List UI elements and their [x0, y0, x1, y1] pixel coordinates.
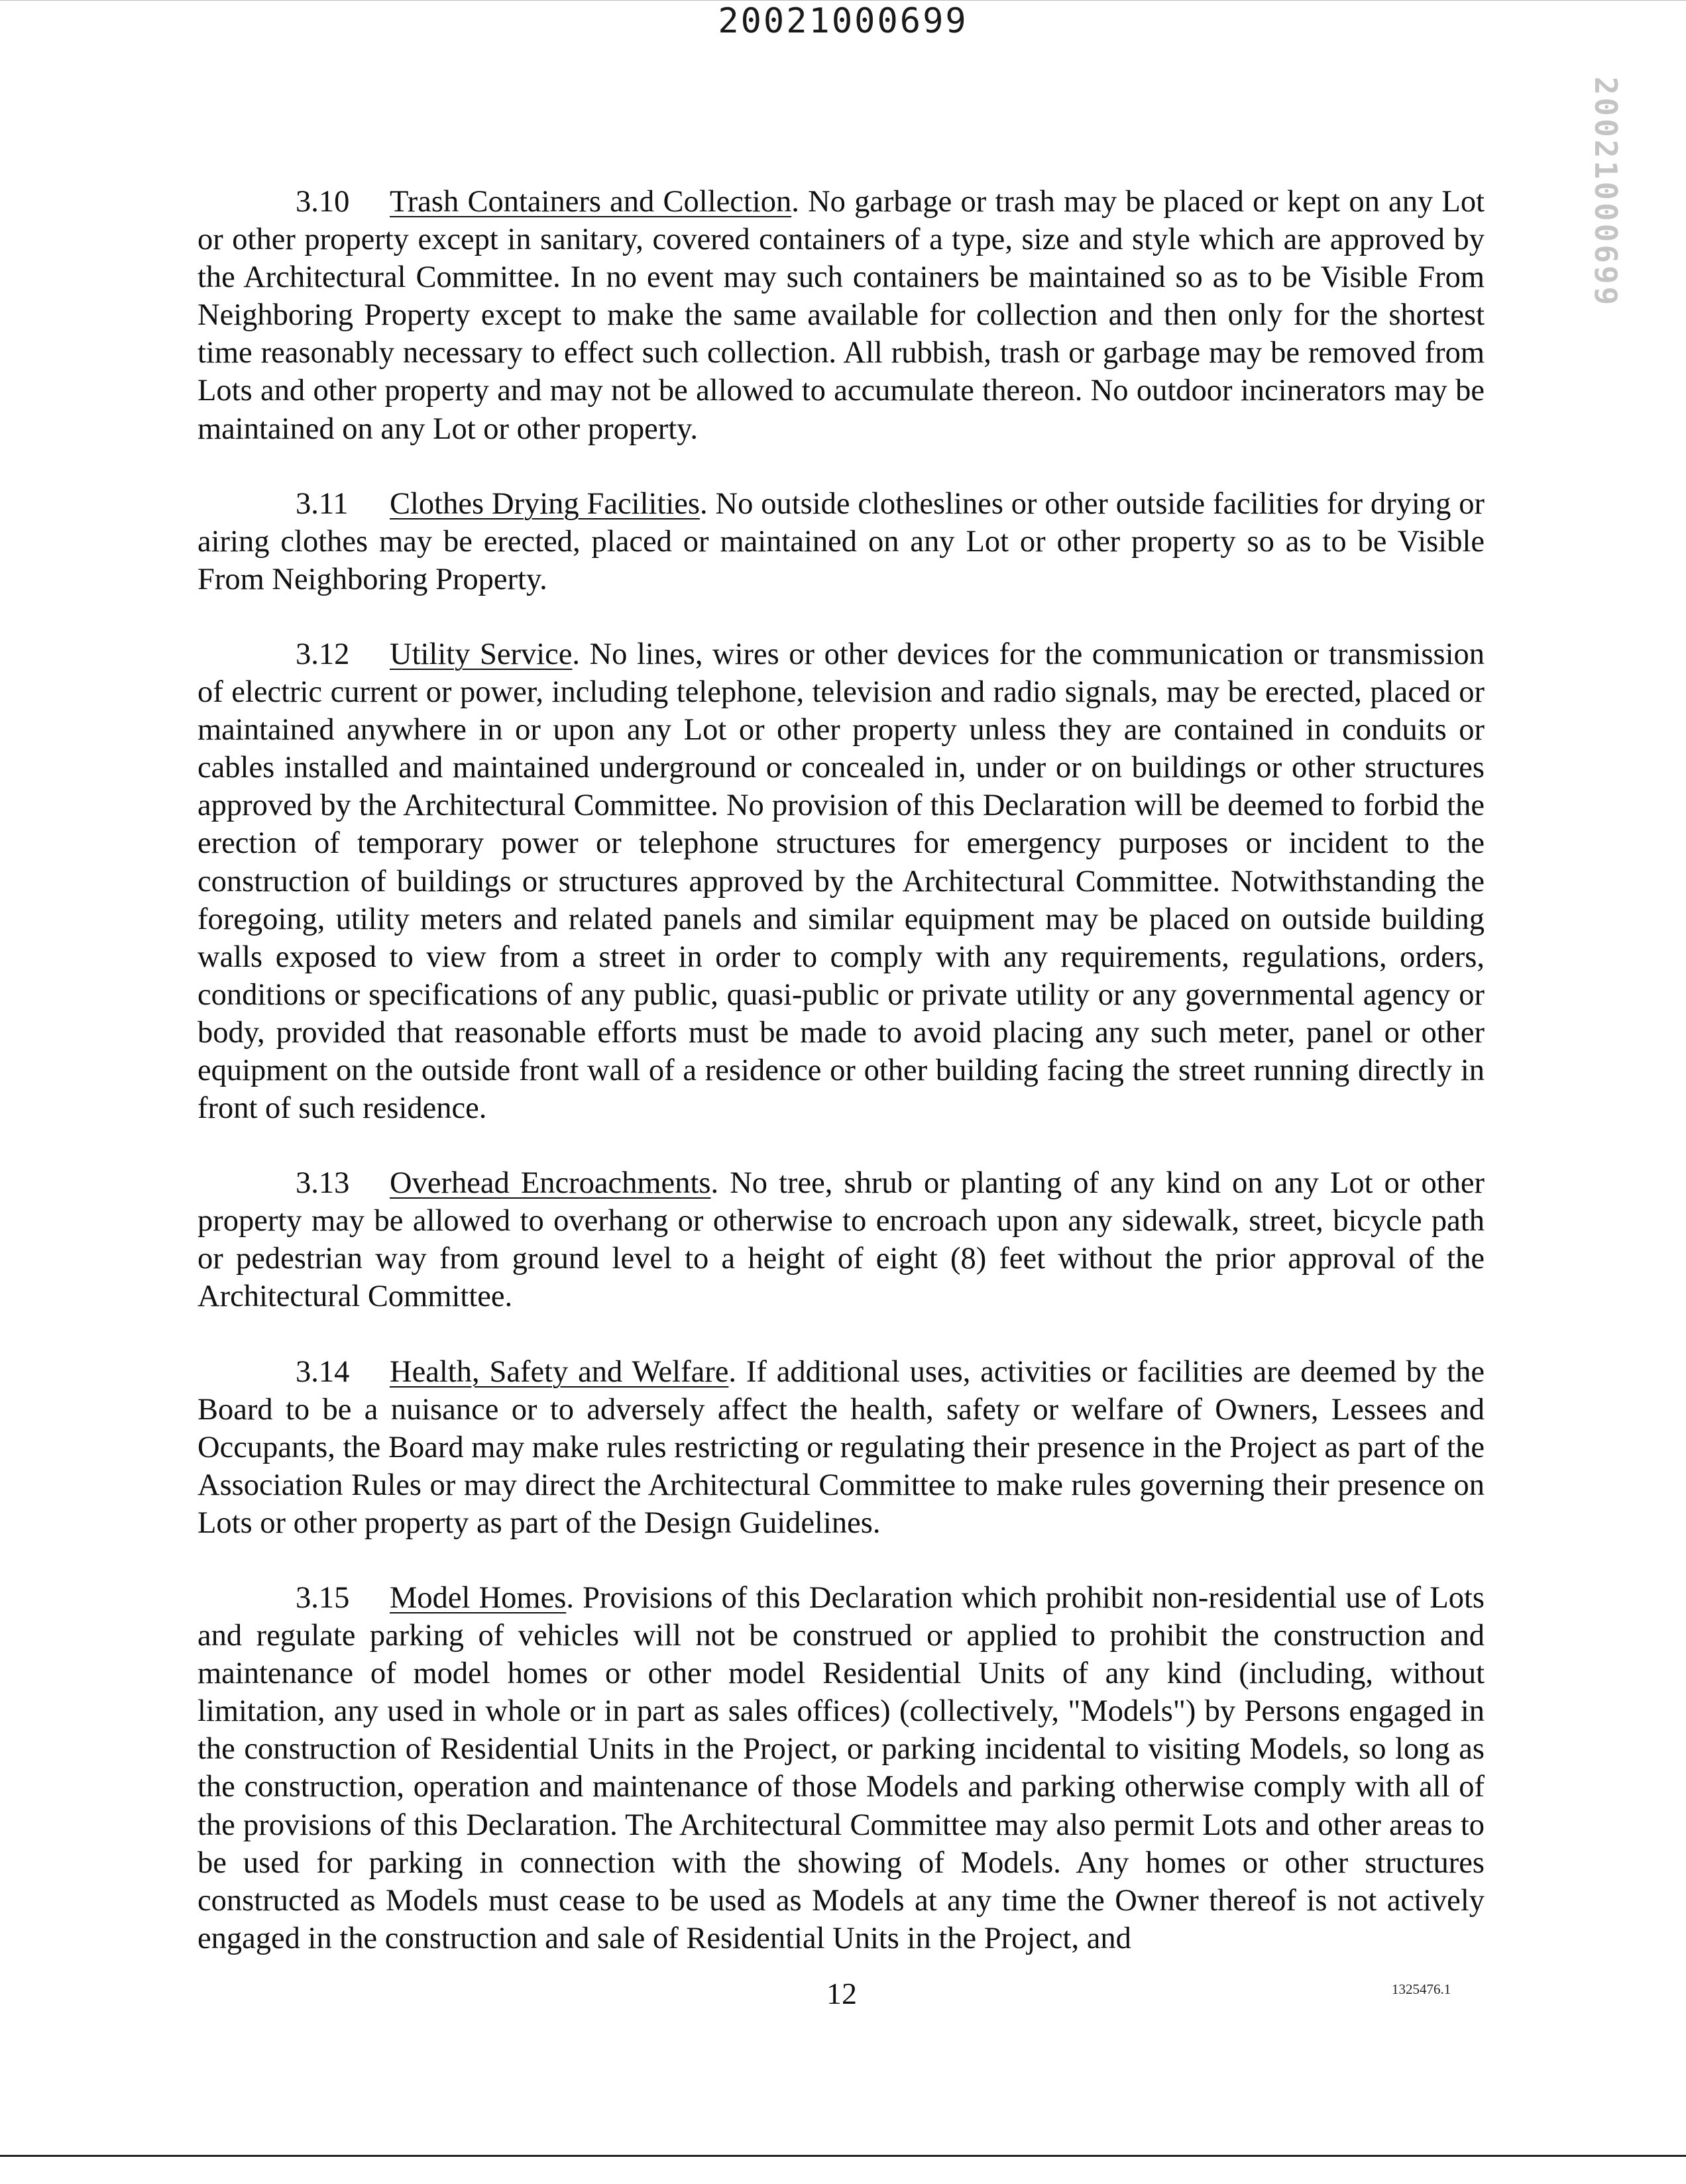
- section-title: Health, Safety and Welfare: [390, 1354, 729, 1389]
- section-number: 3.14: [296, 1354, 350, 1389]
- section-title: Utility Service: [390, 637, 573, 671]
- section-title: Model Homes: [390, 1581, 567, 1615]
- section-body: . No outside clotheslines or other outside facilities for drying or airing clothes may be erected, placed or maintained on any Lot or other property so as to be Visible From Neighboring Property.: [197, 486, 1485, 596]
- section-3-14: [197, 1353, 1485, 1542]
- section-title: Trash Containers and Collection: [390, 185, 792, 219]
- bottom-rule: [0, 2155, 1686, 2157]
- section-title: Overhead Encroachments: [390, 1166, 711, 1201]
- document-id: 1325476.1: [1392, 1981, 1451, 1997]
- section-body: . No garbage or trash may be placed or kept on any Lot or other property except in sanitary, covered containers of a type, size and style which are approved by the Architectural Committee. In no event may such containers be maintained so as to be Visible From Neighboring Property except to make the same available for collection and then only for the shortest time reasonably necessary to effect such collection. All rubbish, trash or garbage may be removed from Lots and other property and may not be allowed to accumulate thereon. No outdoor incinerators may be maintained on any Lot or other property.: [197, 185, 1485, 446]
- section-number: 3.11: [296, 486, 349, 521]
- section-number: 3.13: [296, 1166, 350, 1201]
- section-3-12: [197, 635, 1485, 1127]
- section-number: 3.15: [296, 1581, 350, 1615]
- section-3-10: [197, 183, 1485, 448]
- side-stamp-text: 20021000699: [1588, 76, 1624, 308]
- section-title: Clothes Drying Facilities: [390, 486, 701, 521]
- side-stamp: [1569, 76, 1642, 308]
- section-body: . If additional uses, activities or facilities are deemed by the Board to be a nuisance or to adversely affect the health, safety or welfare of Owners, Lessees and Occupants, the Board may make rules restricting or regulating their presence in the Project as part of the Association Rules or may direct the Architectural Committee to make rules governing their presence on Lots or other property as part of the Design Guidelines.: [197, 1354, 1485, 1540]
- section-3-11: [197, 485, 1485, 598]
- section-body: . No lines, wires or other devices for the communication or transmission of electric current or power, including telephone, television and radio signals, may be erected, placed or maintained anywhere in or upon any Lot or other property unless they are contained in conduits or cables installed and maintained underground or concealed in, under or on buildings or other structures approved by the Architectural Committee. No provision of this Declaration will be deemed to forbid the erection of temporary power or telephone structures for emergency purposes or incident to the construction of buildings or structures approved by the Architectural Committee. Notwithstanding the foregoing, utility meters and related panels and similar equipment may be placed on outside building walls exposed to view from a street in order to comply with any requirements, regulations, orders, conditions or specifications of any public, quasi-public or private utility or any governmental agency or body, provided that reasonable efforts must be made to avoid placing any such meter, panel or other equipment on the outside front wall of a residence or other building facing the street running directly in front of such residence.: [197, 637, 1485, 1126]
- section-number: 3.10: [296, 185, 350, 219]
- section-body: . Provisions of this Declaration which prohibit non-residential use of Lots and regulate parking of vehicles will not be construed or applied to prohibit the construction and maintenance of model homes or other model Residential Units of any kind (including, without limitation, any used in whole or in part as sales offices) (collectively, "Models") by Persons engaged in the construction of Residential Units in the Project, or parking incidental to visiting Models, so long as the construction, operation and maintenance of those Models and parking otherwise comply with all of the provisions of this Declaration. The Architectural Committee may also permit Lots and other areas to be used for parking in connection with the showing of Models. Any homes or other structures constructed as Models must cease to be used as Models at any time the Owner thereof is not actively engaged in the construction and sale of Residential Units in the Project, and: [197, 1581, 1485, 1955]
- section-body: . No tree, shrub or planting of any kind on any Lot or other property may be allowed to overhang or otherwise to encroach upon any sidewalk, street, bicycle path or pedestrian way from ground level to a height of eight (8) feet without the prior approval of the Architectural Committee.: [197, 1166, 1485, 1314]
- section-3-13: [197, 1164, 1485, 1315]
- section-number: 3.12: [296, 637, 350, 671]
- section-3-15: [197, 1579, 1485, 1957]
- document-number: 20021000699: [718, 1, 968, 41]
- page-number: 12: [826, 1977, 857, 2010]
- top-edge-line: [0, 0, 1686, 1]
- document-body: [197, 183, 1485, 1994]
